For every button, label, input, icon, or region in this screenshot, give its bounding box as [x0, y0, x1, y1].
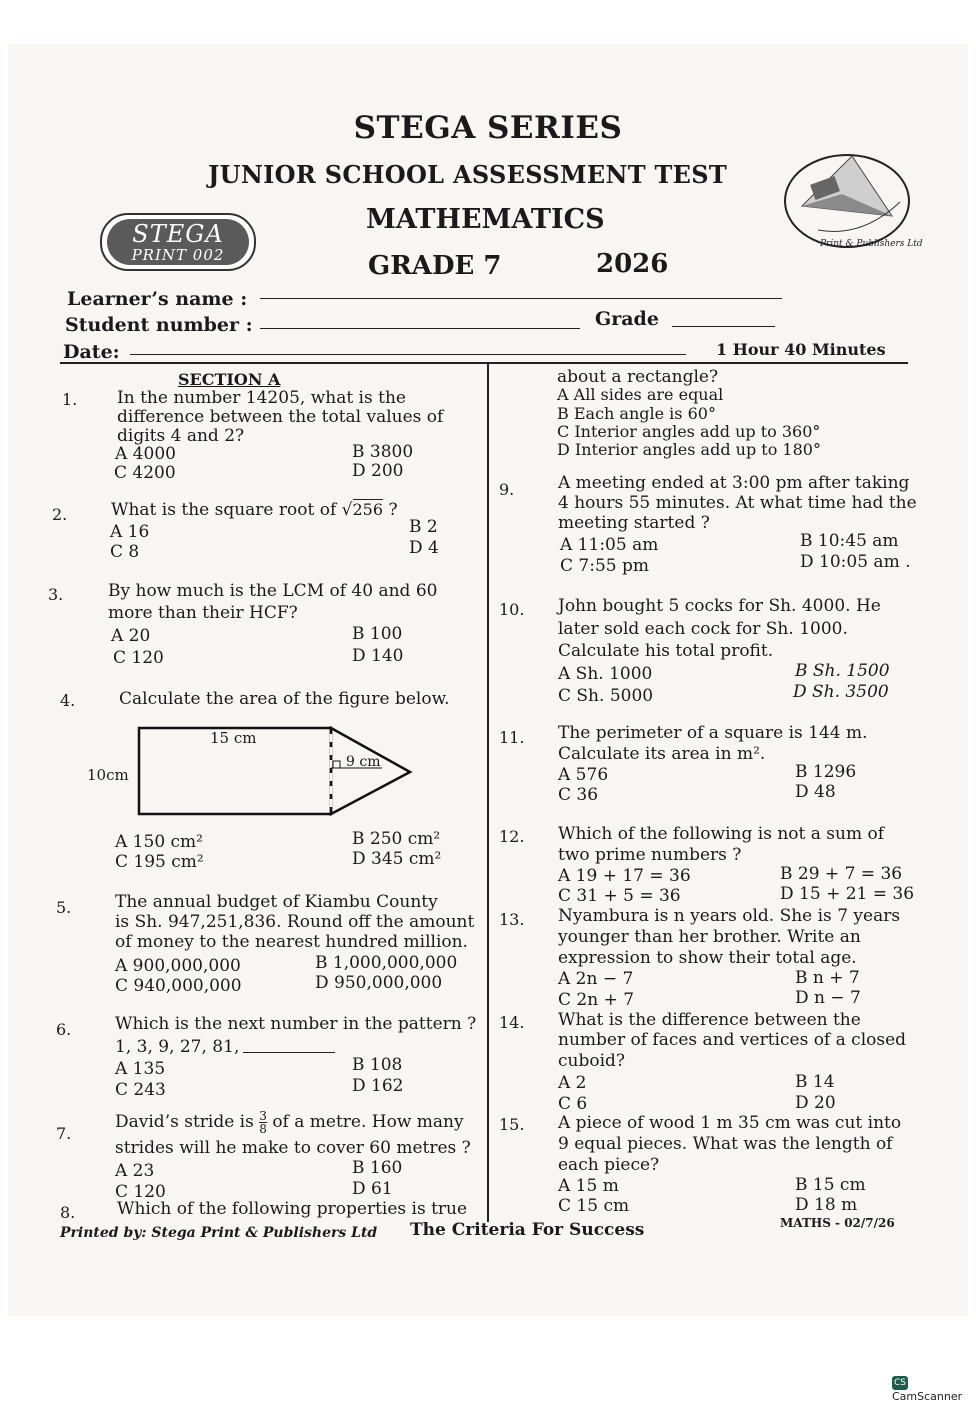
q9-option-d[interactable]: D 10:05 am . [800, 552, 911, 572]
q15-option-d[interactable]: D 18 m [795, 1195, 858, 1215]
q1-option-c[interactable]: C 4200 [114, 463, 176, 483]
q5-text-1: The annual budget of Kiambu County [115, 892, 438, 912]
q4-number: 4. [60, 691, 76, 710]
q1-option-a[interactable]: A 4000 [115, 444, 176, 464]
q8-text-cont: about a rectangle? [557, 367, 719, 387]
q9-text-3: meeting started ? [558, 513, 710, 533]
q13-text-2: younger than her brother. Write an [558, 927, 861, 947]
q6-text-2: 1, 3, 9, 27, 81, [115, 1037, 240, 1057]
q4-option-a[interactable]: A 150 cm² [115, 832, 203, 852]
q8-number: 8. [60, 1203, 76, 1222]
q4-option-d[interactable]: D 345 cm² [352, 849, 442, 869]
q14-text-3: cuboid? [558, 1051, 626, 1071]
q12-option-c[interactable]: C 31 + 5 = 36 [558, 886, 681, 906]
student-number-field[interactable] [260, 328, 580, 329]
publisher-logo [782, 146, 923, 256]
q15-option-c[interactable]: C 15 cm [558, 1196, 630, 1216]
q8-option-d[interactable]: D Interior angles add up to 180° [557, 440, 821, 459]
camscanner-watermark [892, 1376, 976, 1403]
q1-text-1: In the number 14205, what is the [117, 388, 406, 408]
q4-text: Calculate the area of the figure below. [119, 689, 450, 709]
q6-number: 6. [56, 1020, 72, 1039]
q3-option-a[interactable]: A 20 [111, 626, 151, 646]
q7-number: 7. [56, 1124, 72, 1143]
q2-option-d[interactable]: D 4 [409, 538, 439, 558]
q2-number: 2. [52, 505, 68, 524]
q15-number: 15. [499, 1115, 525, 1134]
q7-text-1 [115, 1110, 464, 1135]
q11-text-1: The perimeter of a square is 144 m. [558, 723, 868, 743]
q3-option-d[interactable]: D 140 [352, 646, 404, 666]
q7-frac-den: 8 [259, 1122, 267, 1136]
test-title: JUNIOR SCHOOL ASSESSMENT TEST [208, 160, 728, 189]
q1-text-3: digits 4 and 2? [117, 426, 245, 446]
q14-text-1: What is the difference between the [558, 1010, 861, 1030]
q8-text: Which of the following properties is true [117, 1199, 468, 1219]
q9-option-b[interactable]: B 10:45 am [800, 531, 899, 551]
fig-height-label: 10cm [87, 766, 129, 784]
q6-option-c[interactable]: C 243 [115, 1080, 166, 1100]
q10-text-3: Calculate his total profit. [558, 641, 774, 661]
grade-label: Grade [595, 308, 659, 330]
q5-option-d[interactable]: D 950,000,000 [315, 973, 443, 993]
q11-option-c[interactable]: C 36 [558, 785, 599, 805]
q11-text-2: Calculate its area in m². [558, 744, 766, 764]
q9-number: 9. [499, 480, 515, 499]
q15-text-3: each piece? [558, 1155, 660, 1175]
q14-option-c[interactable]: C 6 [558, 1094, 588, 1114]
duration-text: 1 Hour 40 Minutes [716, 340, 886, 359]
q10-option-d[interactable]: D Sh. 3500 [793, 682, 889, 702]
q13-option-c[interactable]: C 2n + 7 [558, 990, 635, 1010]
q3-number: 3. [48, 585, 64, 604]
q12-number: 12. [499, 827, 525, 846]
q7-text-post: of a metre. How many [272, 1112, 464, 1132]
header-divider [60, 362, 908, 364]
q10-option-b[interactable]: B Sh. 1500 [795, 661, 890, 681]
q5-text-3: of money to the nearest hundred million. [115, 932, 468, 952]
q13-option-a[interactable]: A 2n − 7 [558, 969, 634, 989]
grade-title: GRADE 7 [368, 251, 502, 281]
grade-field[interactable] [672, 326, 775, 327]
q2-text [111, 500, 398, 520]
year-title: 2026 [596, 249, 669, 279]
q2-option-a[interactable]: A 16 [110, 522, 150, 542]
q1-number: 1. [62, 390, 78, 409]
q15-option-a[interactable]: A 15 m [558, 1176, 619, 1196]
slogan: The Criteria For Success [410, 1220, 645, 1240]
q2-option-b[interactable]: B 2 [409, 517, 438, 537]
column-divider [487, 364, 489, 1222]
q11-option-a[interactable]: A 576 [558, 765, 609, 785]
q12-option-d[interactable]: D 15 + 21 = 36 [780, 884, 915, 904]
q12-text-1: Which of the following is not a sum of [558, 824, 885, 844]
q10-number: 10. [499, 600, 525, 619]
badge-line2: PRINT 002 [131, 246, 225, 264]
q12-option-a[interactable]: A 19 + 17 = 36 [558, 866, 691, 886]
right-angle-mark [333, 761, 340, 768]
q9-text-2: 4 hours 55 minutes. At what time had the [558, 493, 917, 513]
q13-text-1: Nyambura is n years old. She is 7 years [558, 906, 901, 926]
q10-text-1: John bought 5 cocks for Sh. 4000. He [558, 596, 881, 616]
q3-option-c[interactable]: C 120 [113, 648, 164, 668]
q12-text-2: two prime numbers ? [558, 845, 742, 865]
q13-number: 13. [499, 910, 525, 929]
date-field[interactable] [130, 354, 686, 355]
q7-option-a[interactable]: A 23 [115, 1161, 155, 1181]
sqrt-symbol: √ [341, 500, 353, 520]
q14-option-b[interactable]: B 14 [795, 1072, 835, 1092]
learner-name-field[interactable] [260, 298, 782, 299]
q9-text-1: A meeting ended at 3:00 pm after taking [558, 473, 910, 493]
q10-option-a[interactable]: A Sh. 1000 [558, 664, 653, 684]
q6-option-b[interactable]: B 108 [352, 1055, 403, 1075]
q2-text-main: What is the square root of [111, 500, 337, 520]
subject-title: MATHEMATICS [366, 204, 605, 235]
q5-option-a[interactable]: A 900,000,000 [115, 956, 241, 976]
q8-option-a[interactable]: A All sides are equal [557, 385, 724, 404]
q6-answer-blank[interactable] [243, 1052, 335, 1053]
q1-text-2: difference between the total values of [117, 407, 444, 427]
q15-option-b[interactable]: B 15 cm [795, 1175, 866, 1195]
q15-text-2: 9 equal pieces. What was the length of [558, 1134, 893, 1154]
q5-text-2: is Sh. 947,251,836. Round off the amount [115, 912, 475, 932]
camscanner-icon: CS [894, 1378, 906, 1388]
q6-text-1: Which is the next number in the pattern ? [115, 1014, 477, 1034]
q7-fraction [259, 1110, 267, 1135]
logo-caption: Print & Publishers Ltd [820, 239, 923, 249]
printer-credit: Printed by: Stega Print & Publishers Ltd [60, 1225, 378, 1241]
q13-option-d[interactable]: D n − 7 [795, 988, 861, 1008]
q14-option-a[interactable]: A 2 [558, 1073, 587, 1093]
q4-option-c[interactable]: C 195 cm² [115, 852, 204, 872]
q7-text-2: strides will he make to cover 60 metres ? [115, 1138, 471, 1158]
q9-option-c[interactable]: C 7:55 pm [560, 556, 649, 576]
q8-option-c[interactable]: C Interior angles add up to 360° [557, 422, 821, 441]
q5-option-c[interactable]: C 940,000,000 [115, 976, 242, 996]
q7-frac-num: 3 [259, 1109, 267, 1123]
fig-tri-label: 9 cm [346, 754, 381, 770]
q4-option-b[interactable]: B 250 cm² [352, 829, 441, 849]
q9-option-a[interactable]: A 11:05 am [560, 535, 659, 555]
q12-option-b[interactable]: B 29 + 7 = 36 [780, 864, 903, 884]
q10-option-c[interactable]: C Sh. 5000 [558, 686, 654, 706]
q10-text-2: later sold each cock for Sh. 1000. [558, 619, 848, 639]
q7-option-b[interactable]: B 160 [352, 1158, 403, 1178]
q13-text-3: expression to show their total age. [558, 948, 857, 968]
q7-option-c[interactable]: C 120 [115, 1182, 166, 1202]
q13-option-b[interactable]: B n + 7 [795, 968, 860, 988]
q5-option-b[interactable]: B 1,000,000,000 [315, 953, 458, 973]
q6-option-d[interactable]: D 162 [352, 1076, 404, 1096]
series-title: STEGA SERIES [353, 110, 623, 146]
q11-option-b[interactable]: B 1296 [795, 762, 857, 782]
q15-text-1: A piece of wood 1 m 35 cm was cut into [558, 1113, 902, 1133]
q14-option-d[interactable]: D 20 [795, 1093, 836, 1113]
figure-triangle [331, 728, 410, 814]
q6-option-a[interactable]: A 135 [115, 1059, 166, 1079]
paper-code: MATHS - 02/7/26 [780, 1216, 895, 1230]
q14-text-2: number of faces and vertices of a closed [558, 1030, 907, 1050]
camscanner-label: CamScanner [892, 1390, 963, 1403]
q7-text-pre: David’s stride is [115, 1112, 254, 1132]
stega-print-badge [100, 213, 256, 271]
fig-length-label: 15 cm [210, 729, 257, 747]
q11-option-d[interactable]: D 48 [795, 782, 836, 802]
q2-question-mark: ? [388, 500, 398, 520]
q5-number: 5. [56, 898, 72, 917]
student-number-label: Student number : [65, 314, 253, 336]
date-label: Date: [63, 341, 120, 363]
q1-option-b[interactable]: B 3800 [352, 442, 414, 462]
badge-line1: STEGA [132, 220, 224, 248]
q3-text-1: By how much is the LCM of 40 and 60 [108, 581, 438, 601]
q8-option-b[interactable]: B Each angle is 60° [557, 404, 716, 423]
q3-option-b[interactable]: B 100 [352, 624, 403, 644]
q11-number: 11. [499, 728, 525, 747]
q2-option-c[interactable]: C 8 [110, 542, 140, 562]
q1-option-d[interactable]: D 200 [352, 461, 404, 481]
q14-number: 14. [499, 1013, 525, 1032]
learner-name-label: Learner’s name : [67, 288, 248, 310]
q7-option-d[interactable]: D 61 [352, 1179, 393, 1199]
section-heading: SECTION A [178, 370, 281, 389]
q2-radicand: 256 [352, 500, 384, 519]
q3-text-2: more than their HCF? [108, 603, 298, 623]
